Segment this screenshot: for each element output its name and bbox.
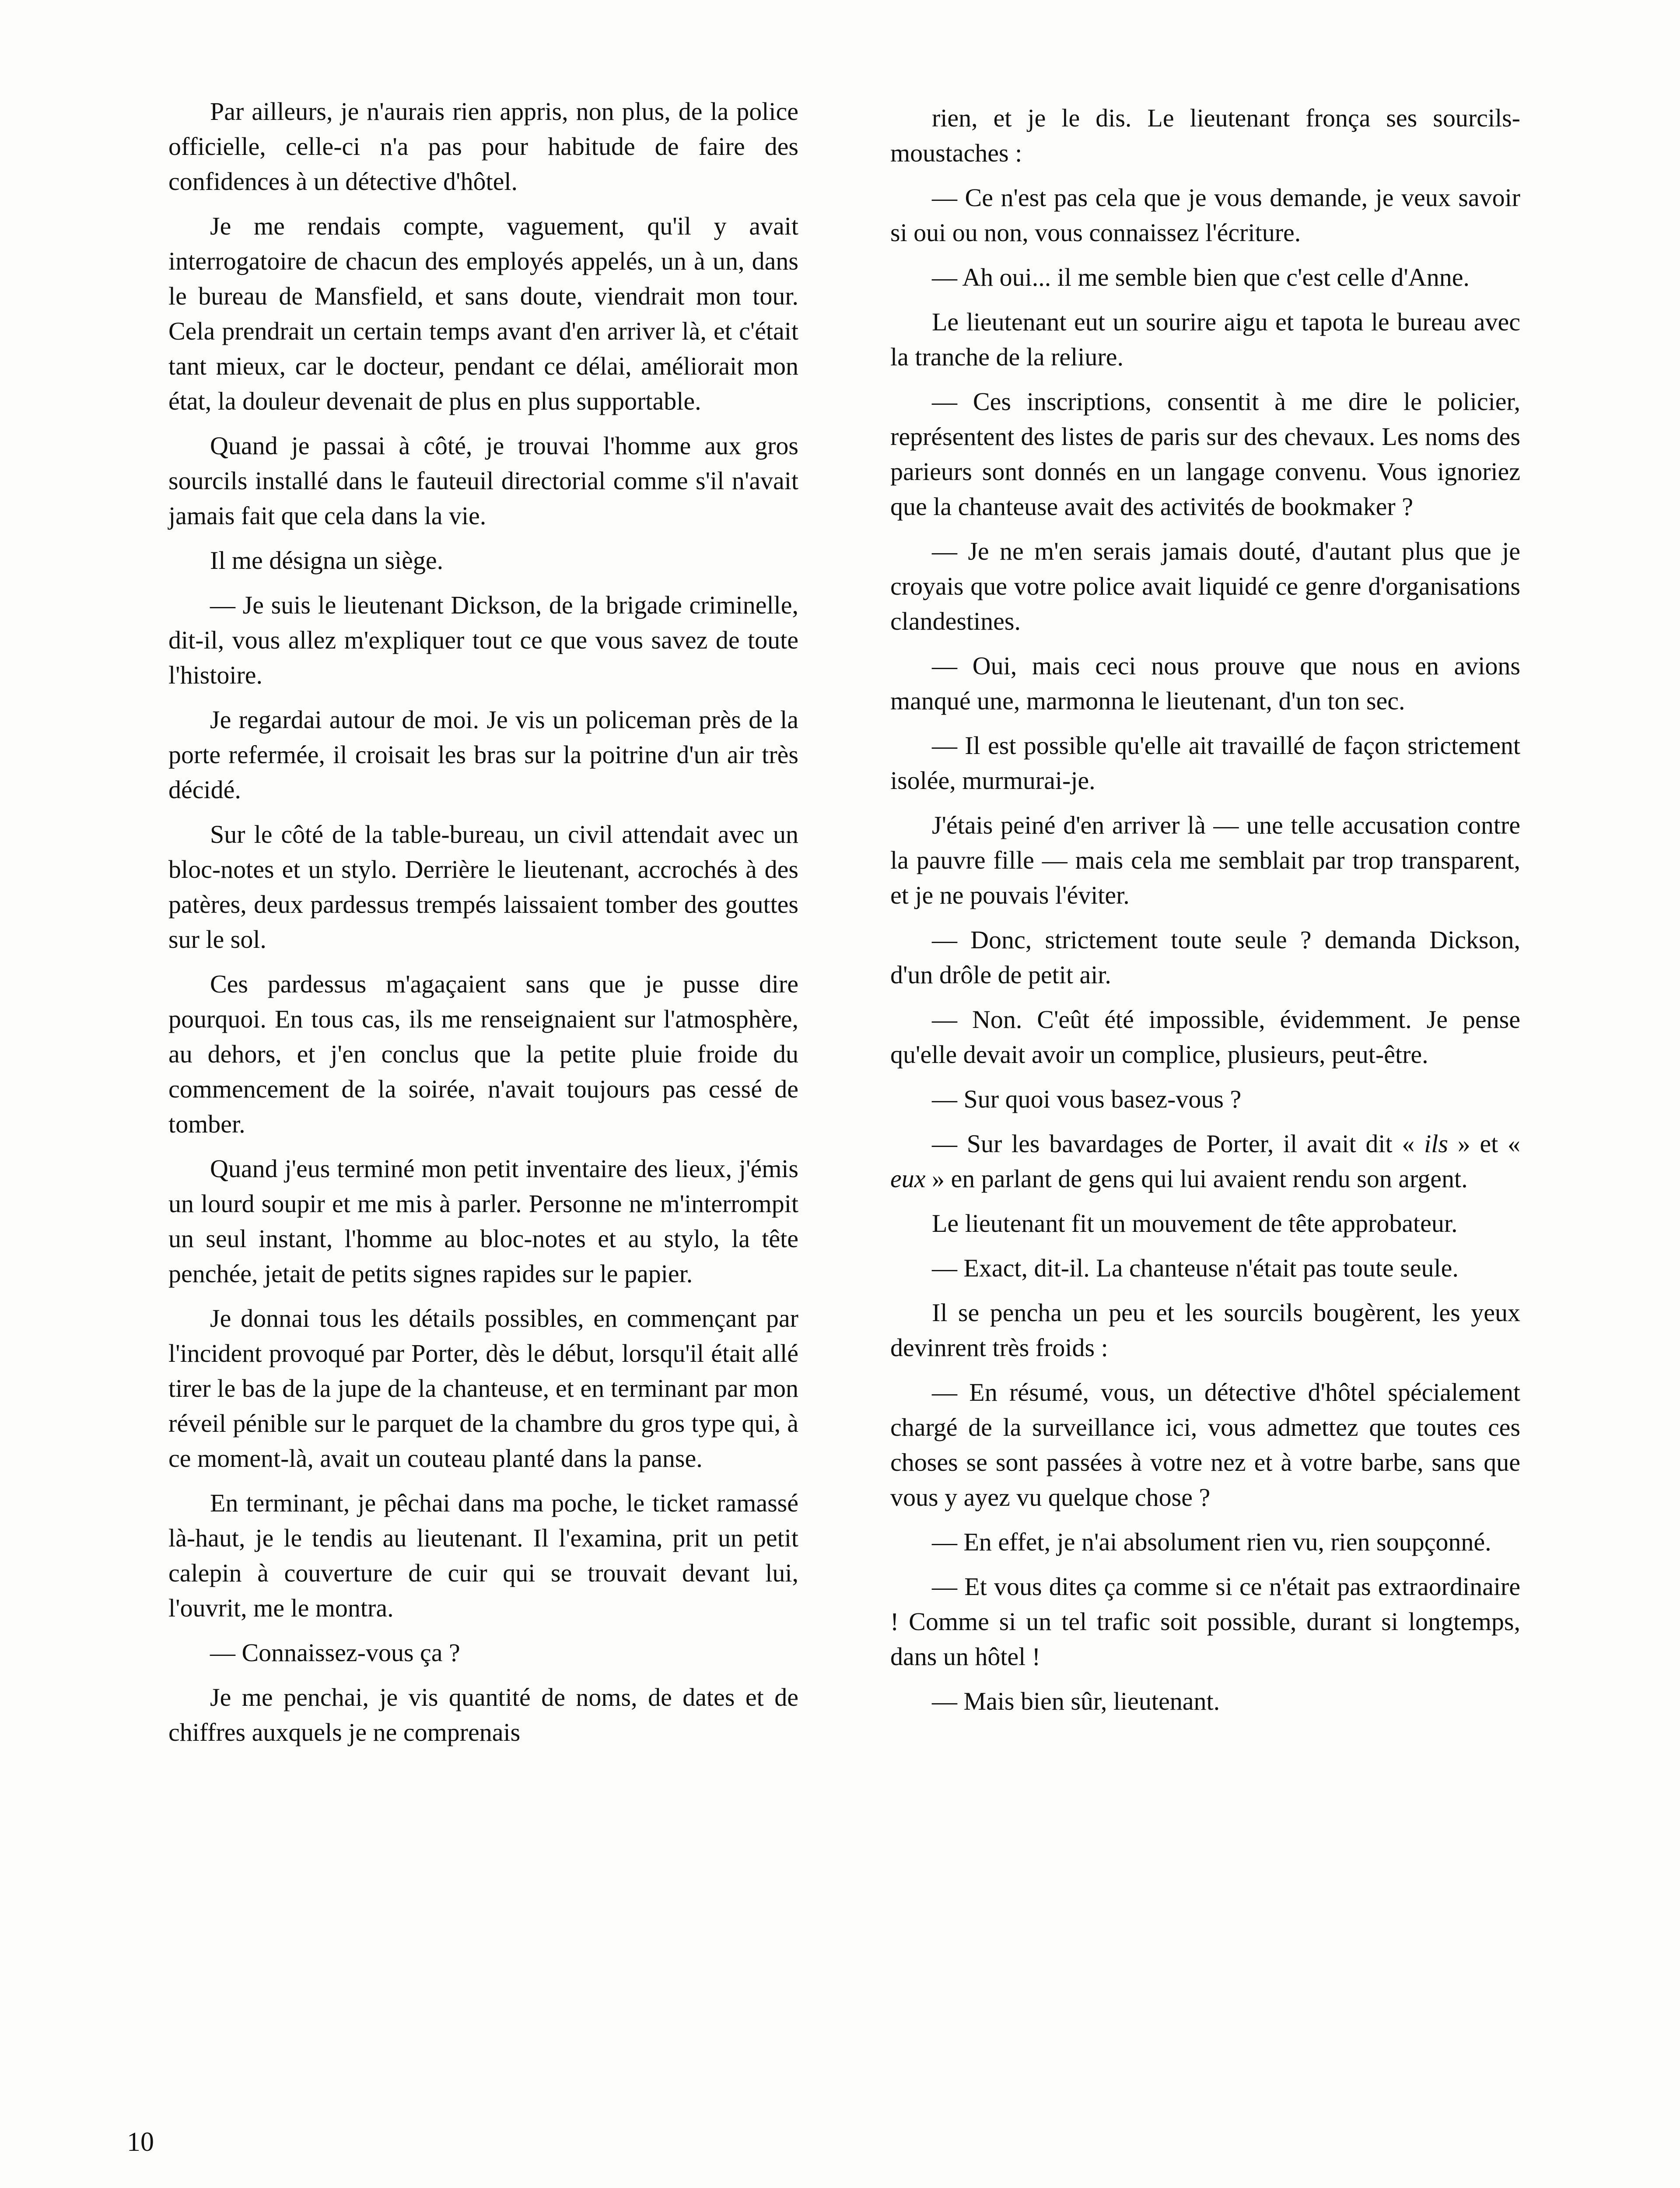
- paragraph: Je me penchai, je vis quantité de noms, de dates et de chiffres auxquels je ne comprenais: [168, 1683, 798, 1746]
- paragraph: — Et vous dites ça comme si ce n'était pas extraordinaire ! Comme si un tel trafic soit possible, durant si longtemps, dans un hôtel !: [890, 1572, 1520, 1671]
- paragraph: Le lieutenant eut un sourire aigu et tapota le bureau avec la tranche de la reliure.: [890, 308, 1520, 371]
- paragraph: — Il est possible qu'elle ait travaillé de façon strictement isolée, murmurai-je.: [890, 731, 1520, 795]
- left-text-column: [168, 94, 798, 1760]
- text-span: — Sur les bavardages de Porter, il avait dit «: [932, 1129, 1424, 1158]
- paragraph: — En résumé, vous, un détective d'hôtel spécialement chargé de la surveillance ici, vous admettez que toutes ces choses se sont passées à votre nez et à votre barbe, sans que vous y ayez vu quelque chose ?: [890, 1378, 1520, 1511]
- paragraph: — Connaissez-vous ça ?: [210, 1638, 460, 1667]
- paragraph: — Ah oui... il me semble bien que c'est celle d'Anne.: [932, 263, 1470, 291]
- paragraph: Il se pencha un peu et les sourcils bougèrent, les yeux devinrent très froids :: [890, 1298, 1520, 1362]
- paragraph: — Ces inscriptions, consentit à me dire le policier, représentent des listes de paris sur des chevaux. Les noms des parieurs sont donnés en un langage convenu. Vous ignoriez que la chanteuse avait des activités de bookmaker ?: [890, 387, 1520, 521]
- paragraph: Je donnai tous les détails possibles, en commençant par l'incident provoqué par Porter, dès le début, lorsqu'il était allé tirer le bas de la jupe de la chanteuse, et en terminant par mon réveil pénible sur le parquet de la chambre du gros type qui, à ce moment-là, avait un couteau planté dans la panse.: [168, 1304, 798, 1473]
- paragraph: rien, et je le dis. Le lieutenant fronça ses sourcils-moustaches :: [890, 104, 1520, 167]
- paragraph: Sur le côté de la table-bureau, un civil attendait avec un bloc-notes et un stylo. Derrière le lieutenant, accrochés à des patères, deux pardessus trempés laissaient tomber des gouttes sur le sol.: [168, 820, 798, 954]
- paragraph: — En effet, je n'ai absolument rien vu, rien soupçonné.: [932, 1528, 1491, 1556]
- paragraph: Ces pardessus m'agaçaient sans que je pusse dire pourquoi. En tous cas, ils me renseignaient sur l'atmosphère, au dehors, et j'en conclus que la petite pluie froide du commencement de la soirée, n'avait toujours pas cessé de tomber.: [168, 970, 798, 1138]
- paragraph: — Donc, strictement toute seule ? demanda Dickson, d'un drôle de petit air.: [890, 926, 1520, 989]
- paragraph: — Mais bien sûr, lieutenant.: [932, 1687, 1220, 1715]
- paragraph: J'étais peiné d'en arriver là — une telle accusation contre la pauvre fille — mais cela me semblait par trop transparent, et je ne pouvais l'éviter.: [890, 811, 1520, 909]
- paragraph: — Non. C'eût été impossible, évidemment. Je pense qu'elle devait avoir un complice, plusieurs, peut-être.: [890, 1005, 1520, 1069]
- paragraph: En terminant, je pêchai dans ma poche, le ticket ramassé là-haut, je le tendis au lieutenant. Il l'examina, prit un petit calepin à couverture de cuir qui se trouvait devant lui, l'ouvrit, me le montra.: [168, 1489, 798, 1622]
- paragraph: — Je suis le lieutenant Dickson, de la brigade criminelle, dit-il, vous allez m'expliquer tout ce que vous savez de toute l'histoire.: [168, 591, 798, 689]
- page-number: 10: [127, 2127, 154, 2157]
- paragraph: — Ce n'est pas cela que je vous demande, je veux savoir si oui ou non, vous connaissez l'écriture.: [890, 183, 1520, 247]
- paragraph: — Exact, dit-il. La chanteuse n'était pas toute seule.: [932, 1254, 1459, 1282]
- paragraph: — Oui, mais ceci nous prouve que nous en avions manqué une, marmonna le lieutenant, d'un ton sec.: [890, 652, 1520, 715]
- italic-word: eux: [890, 1164, 926, 1193]
- paragraph: Il me désigna un siège.: [210, 546, 444, 575]
- paragraph: Par ailleurs, je n'aurais rien appris, non plus, de la police officielle, celle-ci n'a pas pour habitude de faire des confidences à un détective d'hôtel.: [168, 97, 798, 196]
- text-span: » et «: [1448, 1129, 1521, 1158]
- italic-word: ils: [1424, 1129, 1448, 1158]
- paragraph: Je regardai autour de moi. Je vis un policeman près de la porte refermée, il croisait les bras sur la poitrine d'un air très décidé.: [168, 705, 798, 804]
- paragraph: — Je ne m'en serais jamais douté, d'autant plus que je croyais que votre police avait liquidé ce genre d'organisations clandestines.: [890, 537, 1520, 635]
- paragraph: Je me rendais compte, vaguement, qu'il y avait interrogatoire de chacun des employés appelés, un à un, dans le bureau de Mansfield, et sans doute, viendrait mon tour. Cela prendrait un certain temps avant d'en arriver là, et c'était tant mieux, car le docteur, pendant ce délai, améliorait mon état, la douleur devenait de plus en plus supportable.: [168, 212, 798, 415]
- text-span: » en parlant de gens qui lui avaient rendu son argent.: [925, 1164, 1468, 1193]
- paragraph: — Sur quoi vous basez-vous ?: [932, 1085, 1242, 1113]
- paragraph: Le lieutenant fit un mouvement de tête approbateur.: [932, 1209, 1458, 1238]
- right-text-column: [890, 101, 1520, 1729]
- paragraph-with-italics: [890, 1126, 1520, 1196]
- paragraph: Quand je passai à côté, je trouvai l'homme aux gros sourcils installé dans le fauteuil directorial comme s'il n'avait jamais fait que cela dans la vie.: [168, 431, 798, 530]
- paragraph: Quand j'eus terminé mon petit inventaire des lieux, j'émis un lourd soupir et me mis à parler. Personne ne m'interrompit un seul instant, l'homme au bloc-notes et au stylo, la tête penchée, jetait de petits signes rapides sur le papier.: [168, 1154, 798, 1288]
